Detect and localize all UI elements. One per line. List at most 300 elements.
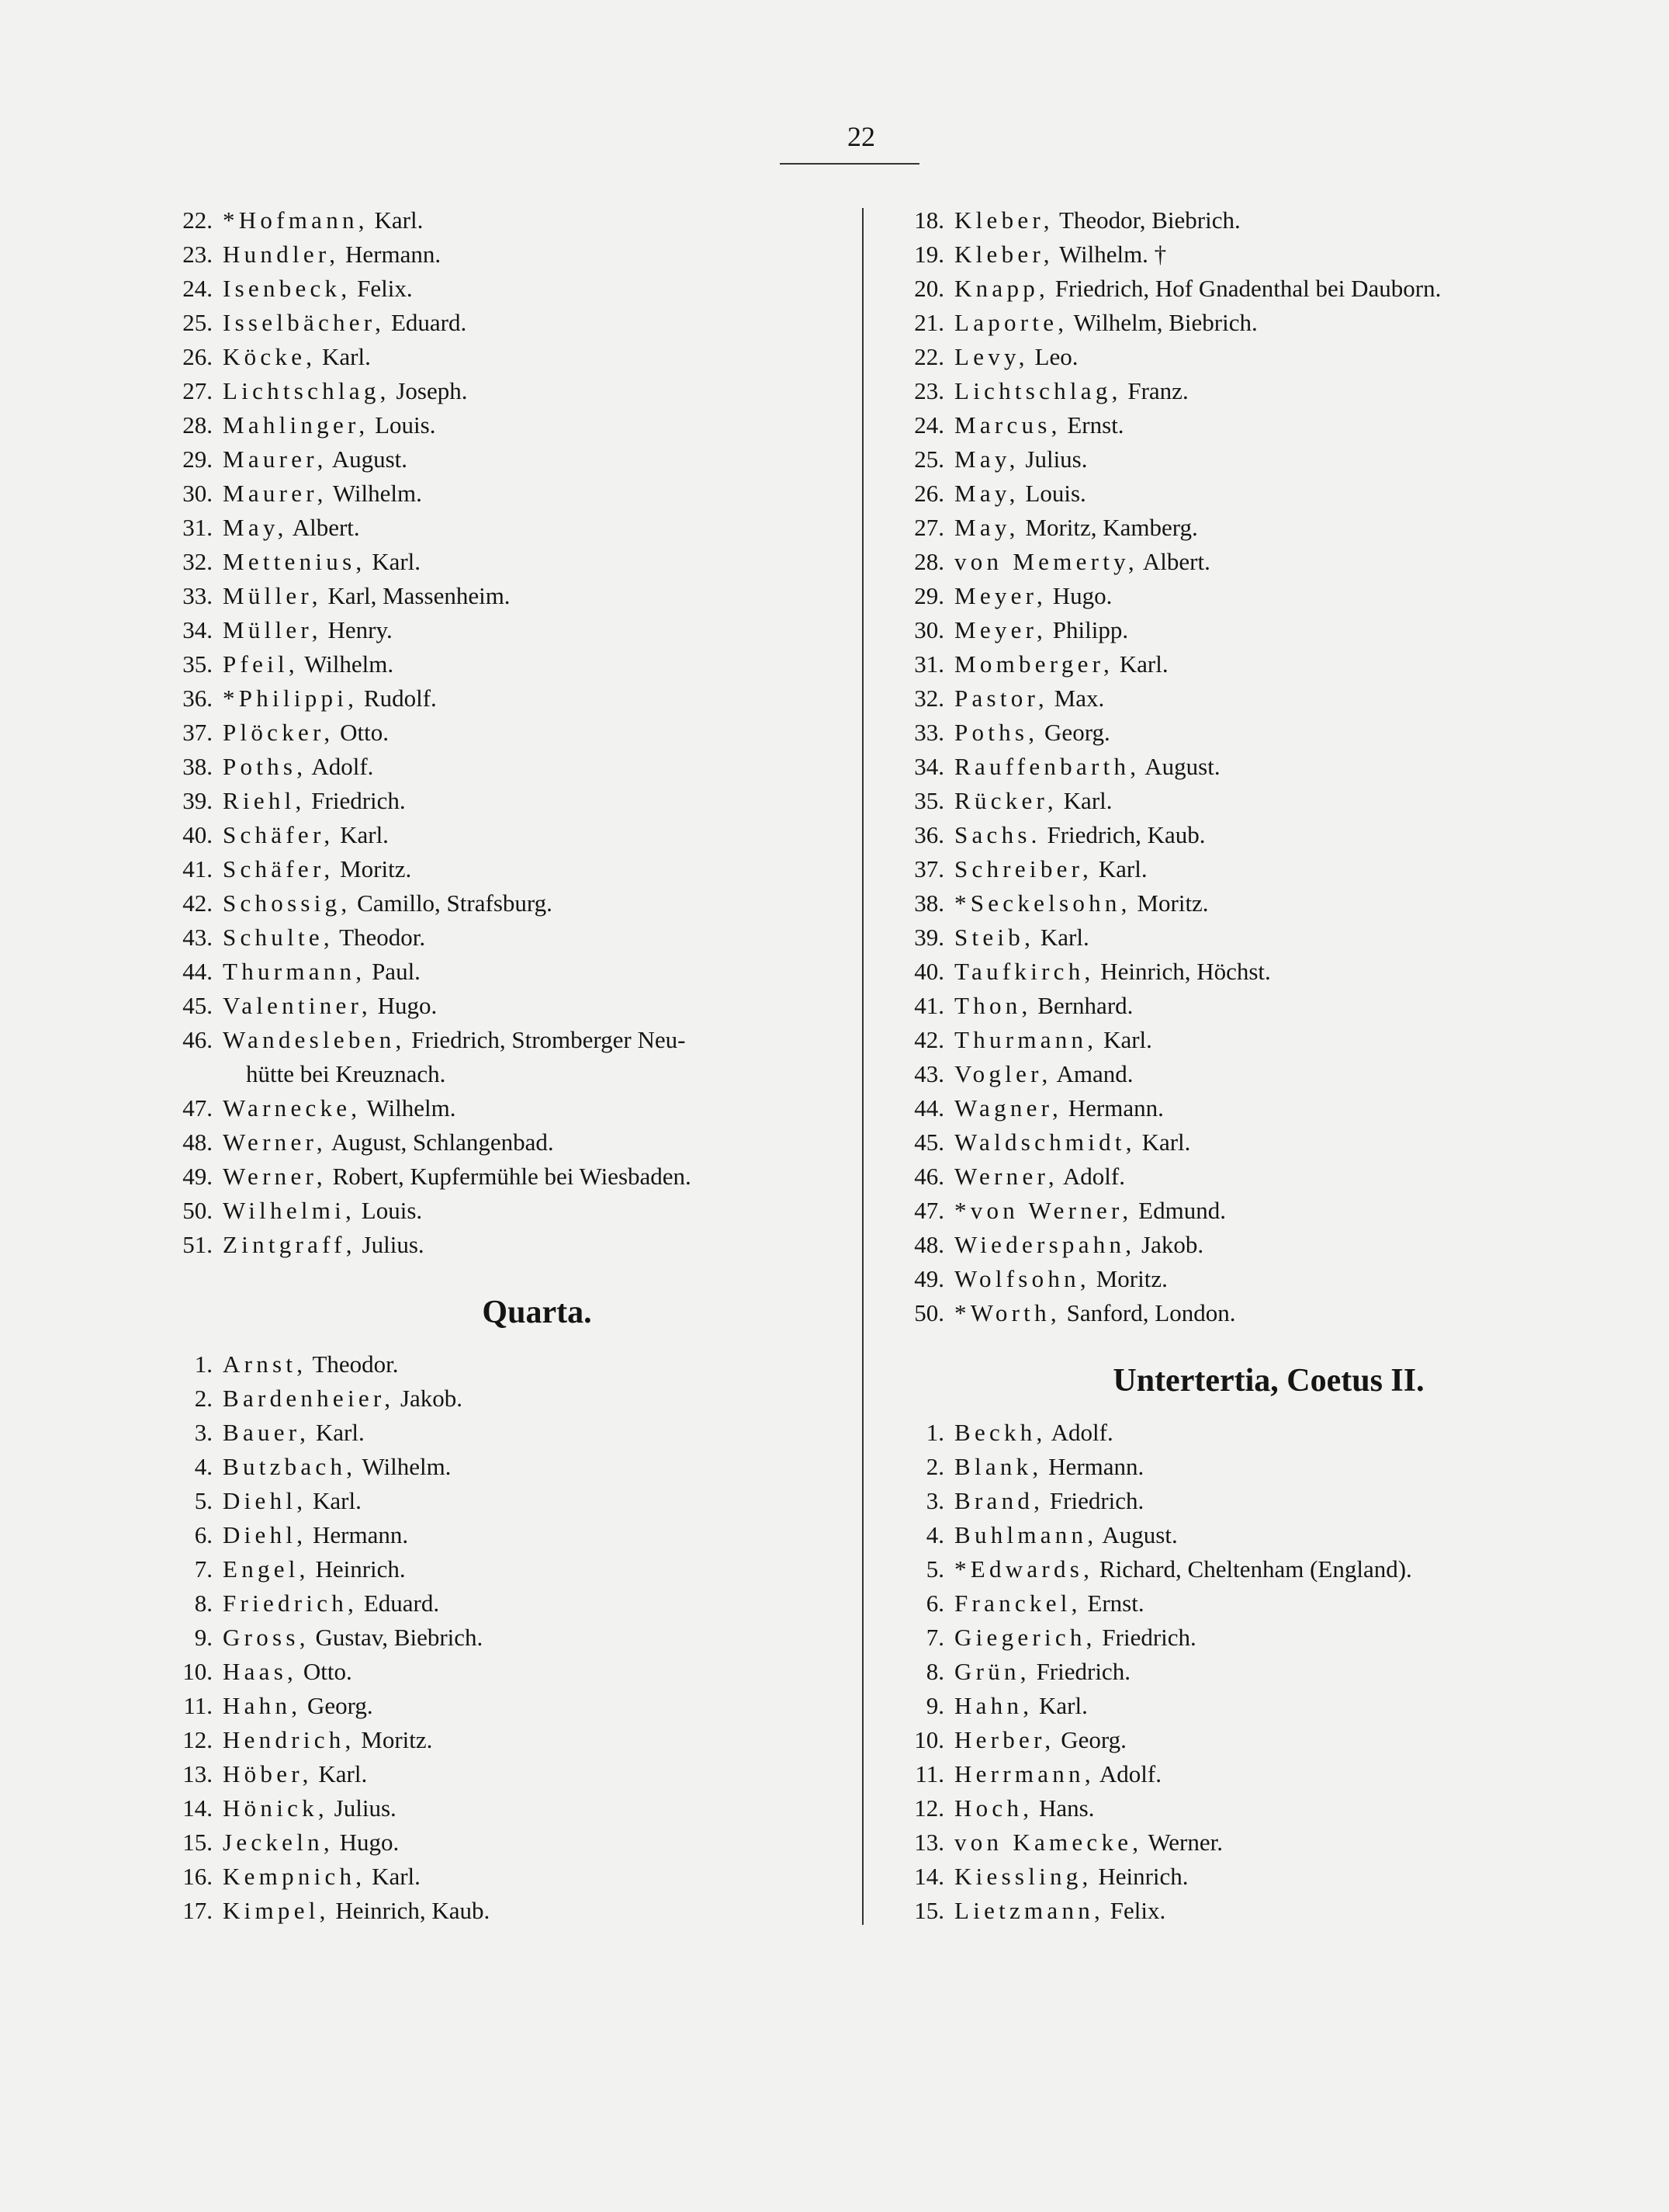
entry-details: Felix.: [1110, 1897, 1166, 1924]
entry-surname: Poths,: [223, 753, 307, 780]
entry-surname: Kempnich,: [223, 1863, 366, 1890]
entry-details: Philipp.: [1052, 616, 1129, 643]
entry-number: 43.: [914, 1060, 944, 1087]
entry-surname: Brand,: [954, 1487, 1044, 1514]
entry-number: 9.: [926, 1692, 944, 1719]
list-item: [164, 1160, 847, 1194]
list-item: [164, 1791, 847, 1825]
list-item: [896, 1296, 1579, 1330]
entry-number: 29.: [914, 582, 944, 609]
heading-untertertia: Untertertia, Coetus II.: [1113, 1363, 1425, 1399]
list-item: [896, 1586, 1579, 1621]
entry-number: 13.: [182, 1760, 213, 1787]
list-item: [896, 374, 1579, 408]
list-item: [896, 442, 1579, 477]
entry-surname: *Edwards,: [954, 1555, 1094, 1583]
list-item: [164, 1091, 847, 1125]
entry-details: Friedrich.: [311, 787, 406, 814]
entry-details: Robert, Kupfermühle bei Wiesbaden.: [332, 1163, 691, 1190]
list-item: [896, 203, 1579, 237]
entry-details: Theodor.: [312, 1350, 399, 1378]
entry-surname: Kleber,: [954, 241, 1054, 268]
list-item: [164, 613, 847, 647]
entry-number: 27.: [182, 377, 213, 404]
entry-number: 29.: [182, 446, 213, 473]
entry-details: Moritz.: [361, 1726, 433, 1753]
entry-details: Eduard.: [390, 309, 467, 336]
list-item: [896, 1160, 1579, 1194]
list-item: [896, 1825, 1579, 1860]
entry-number: 34.: [914, 753, 944, 780]
entry-details: Georg.: [307, 1692, 373, 1719]
column-divider: [862, 208, 864, 1925]
entry-surname: Bauer,: [223, 1419, 310, 1446]
entry-surname: Schäfer,: [223, 821, 334, 848]
entry-surname: Maurer,: [223, 480, 327, 507]
entry-number: 24.: [914, 411, 944, 439]
entry-number: 49.: [182, 1163, 213, 1190]
entry-number: 1.: [926, 1419, 944, 1446]
list-item: [896, 1621, 1579, 1655]
list-item: [164, 1860, 847, 1894]
entry-details: Karl.: [1039, 1692, 1088, 1719]
entry-number: 46.: [182, 1026, 213, 1053]
list-item: [896, 1416, 1579, 1450]
entry-surname: Müller,: [223, 582, 322, 609]
entry-details: Hermann.: [1048, 1453, 1144, 1480]
entry-details: Friedrich, Kaub.: [1047, 821, 1206, 848]
entry-number: 23.: [182, 241, 213, 268]
list-item: [164, 1757, 847, 1791]
entry-details: Hermann.: [345, 241, 441, 268]
entry-details: Richard, Cheltenham (England).: [1099, 1555, 1412, 1583]
list-item: [164, 1894, 847, 1928]
entry-number: 40.: [914, 958, 944, 985]
entry-surname: Herber,: [954, 1726, 1055, 1753]
entry-surname: Thurmann,: [954, 1026, 1098, 1053]
entry-details: Karl.: [372, 548, 421, 575]
list-item: [896, 237, 1579, 272]
entry-number: 23.: [914, 377, 944, 404]
list-item: [164, 1586, 847, 1621]
list-item: [896, 579, 1579, 613]
entry-number: 31.: [914, 650, 944, 678]
entry-number: 30.: [182, 480, 213, 507]
list-item: [896, 921, 1579, 955]
entry-details: Wilhelm.: [304, 650, 394, 678]
entry-surname: Hoch,: [954, 1794, 1034, 1822]
entry-number: 46.: [914, 1163, 944, 1190]
entry-surname: Wilhelmi,: [223, 1197, 356, 1224]
list-item: [896, 545, 1579, 579]
entry-details: Julius.: [334, 1794, 396, 1822]
entry-details: Louis.: [361, 1197, 423, 1224]
entry-details: Paul.: [372, 958, 421, 985]
entry-details: Wilhelm. †: [1058, 241, 1167, 268]
entry-number: 18.: [914, 206, 944, 234]
list-item: [896, 1057, 1579, 1091]
list-item: [164, 1023, 847, 1091]
entry-number: 15.: [182, 1829, 213, 1856]
entry-surname: Hönick,: [223, 1794, 328, 1822]
entry-number: 32.: [914, 685, 944, 712]
entry-surname: Mettenius,: [223, 548, 366, 575]
list-item: [896, 1894, 1579, 1928]
list-item: [164, 511, 847, 545]
list-item: [164, 442, 847, 477]
list-item: [164, 1518, 847, 1552]
list-item: [896, 955, 1579, 989]
entry-surname: Thurmann,: [223, 958, 366, 985]
list-item: [164, 955, 847, 989]
entry-details: Moritz.: [1096, 1265, 1168, 1292]
list-item: [896, 681, 1579, 716]
list-item: [164, 272, 847, 306]
entry-surname: Wagner,: [954, 1094, 1063, 1122]
entry-surname: *von Werner,: [954, 1197, 1133, 1224]
entry-number: 12.: [182, 1726, 213, 1753]
entry-surname: Schossig,: [223, 889, 351, 917]
entry-details: Karl.: [1063, 787, 1113, 814]
list-item: [896, 989, 1579, 1023]
entry-details: Otto.: [340, 719, 389, 746]
entry-number: 48.: [914, 1231, 944, 1258]
entry-surname: Blank,: [954, 1453, 1043, 1480]
entry-details: Adolf.: [1051, 1419, 1113, 1446]
list-item: [896, 852, 1579, 886]
entry-details: Albert.: [292, 514, 360, 541]
list-item: [164, 1450, 847, 1484]
entry-number: 12.: [914, 1794, 944, 1822]
list-item: [164, 1552, 847, 1586]
entry-number: 34.: [182, 616, 213, 643]
list-item: [164, 886, 847, 921]
entry-surname: Wiederspahn,: [954, 1231, 1136, 1258]
entry-details: Karl.: [372, 1863, 421, 1890]
entry-details: Jakob.: [400, 1385, 463, 1412]
page-number-rule: [780, 163, 919, 165]
entry-number: 41.: [182, 855, 213, 882]
entry-surname: Gross,: [223, 1624, 310, 1651]
entry-surname: Knapp,: [954, 275, 1050, 302]
entry-surname: Marcus,: [954, 411, 1061, 439]
entry-details: Georg.: [1061, 1726, 1127, 1753]
entry-surname: Isenbeck,: [223, 275, 351, 302]
entry-surname: von Memerty,: [954, 548, 1138, 575]
entry-details: Otto.: [303, 1658, 352, 1685]
left-list-continued: [164, 203, 847, 1262]
entry-surname: Hundler,: [223, 241, 340, 268]
entry-surname: Momberger,: [954, 650, 1113, 678]
entry-number: 50.: [182, 1197, 213, 1224]
entry-surname: *Seckelsohn,: [954, 889, 1131, 917]
list-item: [164, 1689, 847, 1723]
list-item: [896, 1655, 1579, 1689]
list-item: [164, 1194, 847, 1228]
quarta-list: [164, 1347, 847, 1928]
list-item: [896, 1194, 1579, 1228]
entry-number: 4.: [926, 1521, 944, 1548]
entry-surname: Schäfer,: [223, 855, 334, 882]
entry-details: Joseph.: [396, 377, 468, 404]
entry-number: 10.: [914, 1726, 944, 1753]
entry-number: 48.: [182, 1129, 213, 1156]
entry-details: August.: [331, 446, 408, 473]
entry-number: 4.: [194, 1453, 213, 1480]
entry-number: 19.: [914, 241, 944, 268]
entry-number: 6.: [194, 1521, 213, 1548]
entry-number: 20.: [914, 275, 944, 302]
entry-details: Karl.: [374, 206, 424, 234]
entry-number: 44.: [914, 1094, 944, 1122]
entry-number: 41.: [914, 992, 944, 1019]
entry-number: 3.: [194, 1419, 213, 1446]
entry-surname: May,: [223, 514, 288, 541]
entry-number: 37.: [182, 719, 213, 746]
entry-details: Adolf.: [1062, 1163, 1125, 1190]
entry-surname: Thon,: [954, 992, 1032, 1019]
list-item: [896, 1228, 1579, 1262]
entry-number: 22.: [182, 206, 213, 234]
list-item: [896, 1262, 1579, 1296]
entry-surname: Lietzmann,: [954, 1897, 1105, 1924]
list-item: [896, 1552, 1579, 1586]
entry-details: Karl.: [322, 343, 371, 370]
entry-surname: Arnst,: [223, 1350, 307, 1378]
entry-surname: Schreiber,: [954, 855, 1092, 882]
entry-details: Amand.: [1056, 1060, 1134, 1087]
entry-number: 38.: [914, 889, 944, 917]
entry-number: 2.: [194, 1385, 213, 1412]
entry-details: Felix.: [357, 275, 413, 302]
entry-number: 28.: [182, 411, 213, 439]
entry-number: 47.: [182, 1094, 213, 1122]
list-item: [164, 784, 847, 818]
entry-number: 22.: [914, 343, 944, 370]
entry-surname: Poths,: [954, 719, 1039, 746]
entry-details: Friedrich, Stromberger Neu-: [411, 1026, 686, 1053]
list-item: [896, 477, 1579, 511]
entry-details: Friedrich, Hof Gnadenthal bei Dauborn.: [1054, 275, 1442, 302]
entry-surname: Hendrich,: [223, 1726, 355, 1753]
entry-details: August.: [1144, 753, 1221, 780]
page-number: 22: [847, 121, 875, 152]
list-item: [164, 545, 847, 579]
entry-surname: Grün,: [954, 1658, 1030, 1685]
list-item: [164, 1125, 847, 1160]
entry-number: 14.: [182, 1794, 213, 1822]
heading-quarta: Quarta.: [482, 1295, 592, 1330]
entry-number: 49.: [914, 1265, 944, 1292]
list-item: [896, 1791, 1579, 1825]
entry-surname: Vogler,: [954, 1060, 1052, 1087]
entry-surname: Kleber,: [954, 206, 1054, 234]
entry-number: 17.: [182, 1897, 213, 1924]
entry-details: Gustav, Biebrich.: [315, 1624, 483, 1651]
entry-number: 36.: [182, 685, 213, 712]
list-item: [164, 579, 847, 613]
list-item: [164, 1655, 847, 1689]
entry-number: 35.: [914, 787, 944, 814]
entry-surname: Wandesleben,: [223, 1026, 406, 1053]
list-item: [896, 1484, 1579, 1518]
entry-surname: May,: [954, 446, 1020, 473]
entry-details: Max.: [1054, 685, 1105, 712]
entry-surname: *Hofmann,: [223, 206, 369, 234]
entry-details: Karl.: [313, 1487, 362, 1514]
list-item: [896, 716, 1579, 750]
entry-number: 39.: [182, 787, 213, 814]
entry-number: 25.: [182, 309, 213, 336]
list-item: [164, 203, 847, 237]
entry-details: Moritz.: [340, 855, 412, 882]
entry-details: Julius.: [1025, 446, 1088, 473]
list-item: [896, 272, 1579, 306]
entry-details: August, Schlangenbad.: [331, 1129, 554, 1156]
list-item: [164, 716, 847, 750]
entry-details: Karl.: [1141, 1129, 1191, 1156]
entry-number: 33.: [182, 582, 213, 609]
entry-surname: Mahlinger,: [223, 411, 369, 439]
entry-details: Georg.: [1044, 719, 1110, 746]
entry-details: Moritz.: [1137, 889, 1209, 917]
list-item: [164, 408, 847, 442]
entry-number: 8.: [194, 1590, 213, 1617]
list-item: [164, 306, 847, 340]
entry-surname: von Kamecke,: [954, 1829, 1143, 1856]
entry-surname: Laporte,: [954, 309, 1068, 336]
list-item: [164, 1723, 847, 1757]
entry-continuation: hütte bei Kreuznach.: [246, 1060, 446, 1087]
entry-number: 1.: [194, 1350, 213, 1378]
entry-surname: Bardenheier,: [223, 1385, 395, 1412]
list-item: [896, 511, 1579, 545]
entry-details: Moritz, Kamberg.: [1025, 514, 1198, 541]
entry-number: 39.: [914, 924, 944, 951]
entry-surname: Friedrich,: [223, 1590, 358, 1617]
entry-details: Heinrich, Kaub.: [335, 1897, 490, 1924]
entry-details: Hermann.: [313, 1521, 409, 1548]
entry-details: Camillo, Strafsburg.: [357, 889, 552, 917]
entry-surname: Steib,: [954, 924, 1035, 951]
list-item: [164, 1347, 847, 1382]
entry-number: 37.: [914, 855, 944, 882]
entry-details: Albert.: [1142, 548, 1210, 575]
entry-details: Karl.: [1119, 650, 1169, 678]
entry-number: 10.: [182, 1658, 213, 1685]
list-item: [896, 818, 1579, 852]
left-column: [164, 203, 847, 1928]
entry-number: 9.: [194, 1624, 213, 1651]
entry-surname: Meyer,: [954, 616, 1047, 643]
list-item: [896, 1723, 1579, 1757]
list-item: [164, 374, 847, 408]
entry-details: Hans.: [1039, 1794, 1095, 1822]
entry-number: 7.: [926, 1624, 944, 1651]
entry-surname: Zintgraff,: [223, 1231, 356, 1258]
entry-surname: Jeckeln,: [223, 1829, 334, 1856]
entry-details: Karl, Massenheim.: [327, 582, 511, 609]
entry-number: 42.: [914, 1026, 944, 1053]
entry-number: 44.: [182, 958, 213, 985]
entry-number: 14.: [914, 1863, 944, 1890]
entry-number: 50.: [914, 1299, 944, 1326]
list-item: [164, 852, 847, 886]
list-item: [896, 647, 1579, 681]
entry-details: Karl.: [1098, 855, 1148, 882]
entry-details: Eduard.: [363, 1590, 440, 1617]
entry-surname: Kimpel,: [223, 1897, 330, 1924]
entry-number: 32.: [182, 548, 213, 575]
list-item: [164, 647, 847, 681]
entry-number: 47.: [914, 1197, 944, 1224]
entry-details: Wilhelm.: [362, 1453, 452, 1480]
entry-details: Hugo.: [1052, 582, 1113, 609]
list-item: [896, 886, 1579, 921]
entry-details: Karl.: [1040, 924, 1089, 951]
entry-surname: Köcke,: [223, 343, 317, 370]
entry-number: 42.: [182, 889, 213, 917]
entry-number: 45.: [182, 992, 213, 1019]
untertertia-list: [896, 1416, 1579, 1928]
entry-details: Adolf.: [311, 753, 374, 780]
entry-number: 2.: [926, 1453, 944, 1480]
entry-surname: May,: [954, 514, 1020, 541]
entry-details: Friedrich.: [1049, 1487, 1144, 1514]
entry-details: Wilhelm, Biebrich.: [1073, 309, 1258, 336]
list-item: [164, 237, 847, 272]
entry-surname: Werner,: [223, 1163, 327, 1190]
entry-number: 28.: [914, 548, 944, 575]
entry-number: 3.: [926, 1487, 944, 1514]
list-item: [164, 1484, 847, 1518]
entry-number: 38.: [182, 753, 213, 780]
entry-number: 36.: [914, 821, 944, 848]
entry-details: Jakob.: [1141, 1231, 1204, 1258]
entry-number: 6.: [926, 1590, 944, 1617]
entry-details: Rudolf.: [363, 685, 437, 712]
entry-surname: Butzbach,: [223, 1453, 357, 1480]
entry-surname: Hahn,: [223, 1692, 302, 1719]
list-item: [164, 681, 847, 716]
entry-details: Karl.: [340, 821, 389, 848]
entry-surname: Giegerich,: [954, 1624, 1096, 1651]
entry-details: Louis.: [1025, 480, 1086, 507]
right-list-continued: [896, 203, 1579, 1330]
entry-details: Karl.: [1103, 1026, 1152, 1053]
entry-surname: Plöcker,: [223, 719, 334, 746]
entry-surname: Schulte,: [223, 924, 334, 951]
entry-details: Friedrich.: [1036, 1658, 1131, 1685]
entry-details: Ernst.: [1067, 411, 1124, 439]
list-item: [896, 1860, 1579, 1894]
list-item: [164, 921, 847, 955]
entry-number: 5.: [926, 1555, 944, 1583]
entry-surname: Diehl,: [223, 1487, 307, 1514]
list-item: [164, 477, 847, 511]
list-item: [896, 1125, 1579, 1160]
entry-details: August.: [1102, 1521, 1178, 1548]
entry-number: 27.: [914, 514, 944, 541]
list-item: [896, 1023, 1579, 1057]
entry-details: Heinrich, Höchst.: [1100, 958, 1271, 985]
entry-surname: Engel,: [223, 1555, 310, 1583]
entry-surname: Hahn,: [954, 1692, 1034, 1719]
entry-surname: Taufkirch,: [954, 958, 1095, 985]
entry-details: Theodor.: [339, 924, 426, 951]
list-item: [164, 1825, 847, 1860]
list-item: [896, 340, 1579, 374]
